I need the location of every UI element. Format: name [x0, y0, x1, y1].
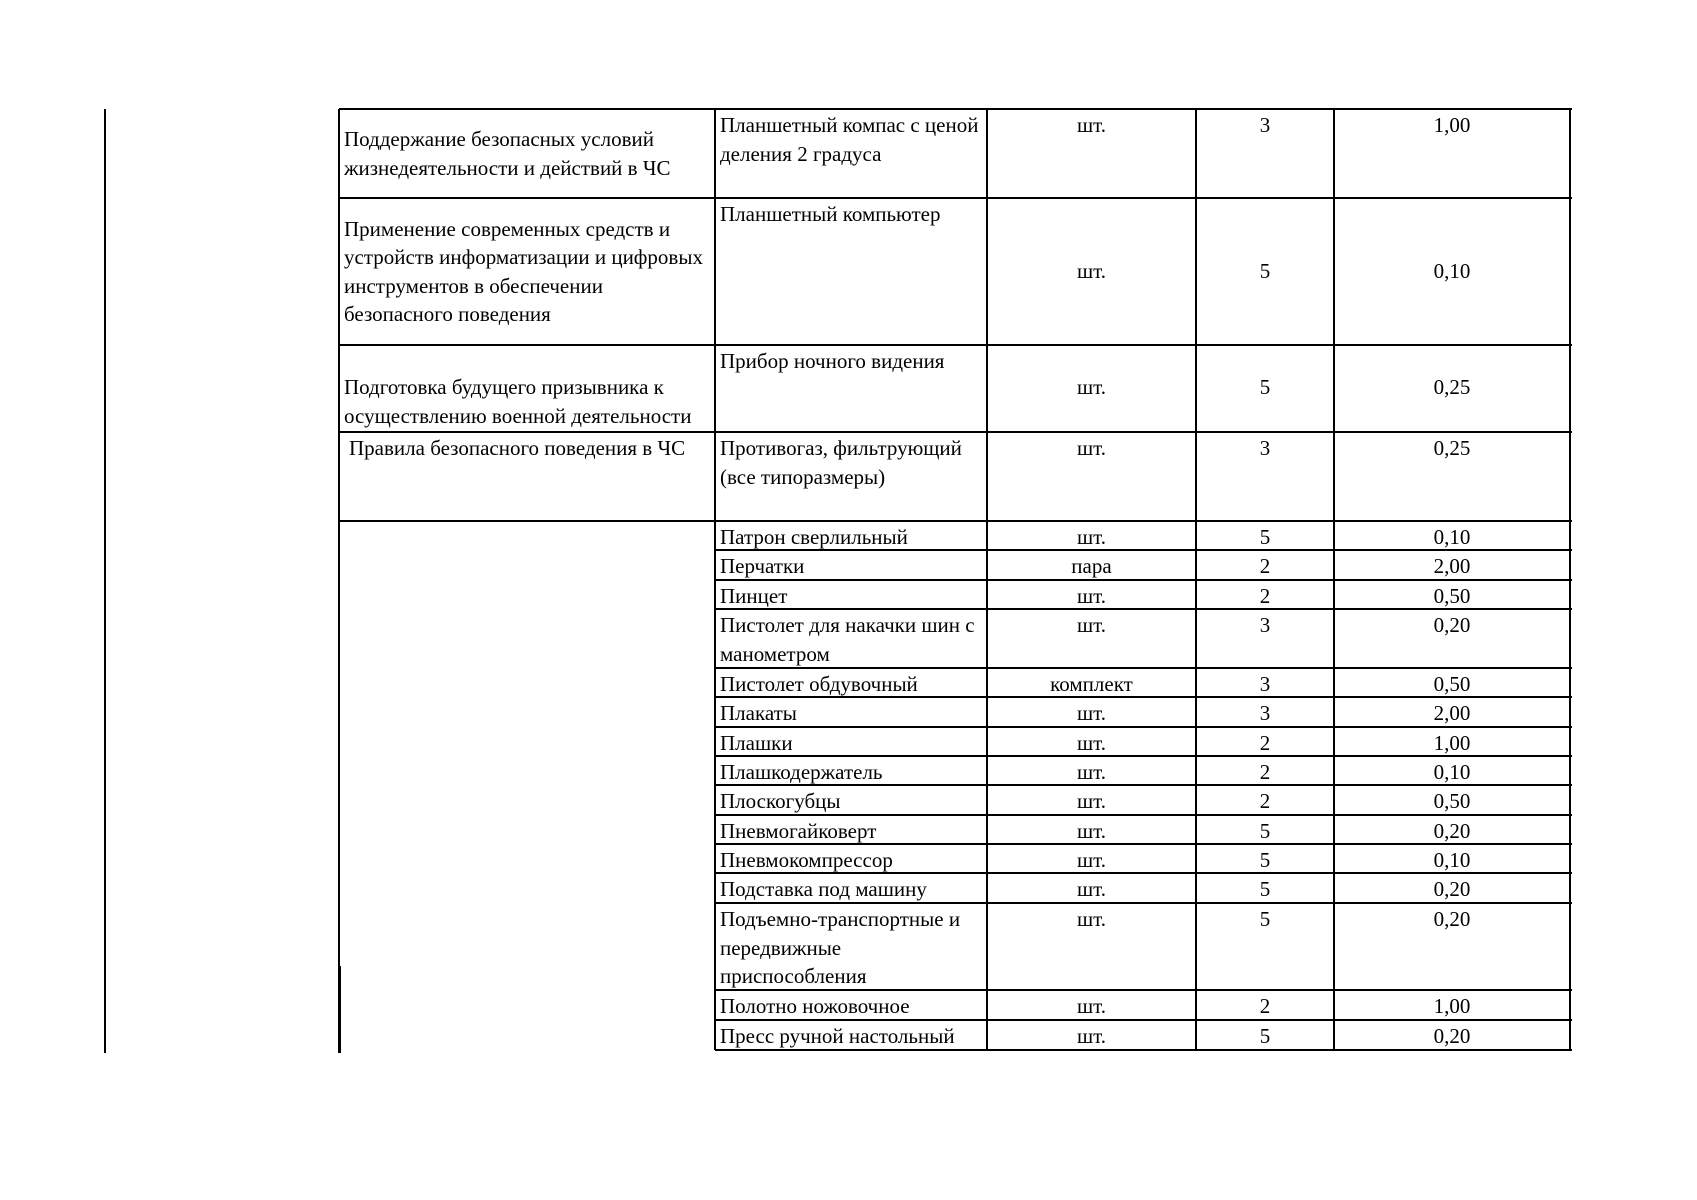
quantity-cell-text: 5 — [1259, 375, 1271, 399]
quantity-cell-text: 5 — [1259, 1024, 1271, 1048]
unit-cell — [987, 109, 1196, 198]
table-rule-v — [1569, 345, 1571, 432]
item-name-cell-text: Пневмогайковерт — [720, 819, 877, 843]
coefficient-cell-text: 0,25 — [1433, 375, 1471, 399]
table-rule-h — [339, 431, 717, 433]
coefficient-cell — [1334, 844, 1570, 873]
item-name-cell-text: Противогаз, фильтрующий (все типоразмеры) — [720, 436, 962, 489]
unit-cell-text: шт. — [1076, 819, 1107, 843]
table-rule-h — [715, 989, 1572, 991]
item-name-cell — [715, 609, 987, 668]
item-name-cell-text: Подставка под машину — [720, 877, 927, 901]
table-rule-v — [1569, 873, 1571, 903]
table-rule-v — [1569, 198, 1571, 345]
table-rule-h — [715, 755, 1572, 757]
quantity-cell-text: 3 — [1259, 613, 1271, 637]
table-rule-v — [1333, 727, 1335, 756]
table-rule-v — [1569, 432, 1571, 521]
table-rule-v — [986, 1020, 988, 1050]
table-rule-h — [715, 431, 1572, 433]
item-name-cell-text: Пистолет обдувочный — [720, 672, 918, 696]
coefficient-cell — [1334, 756, 1570, 785]
unit-cell-text: шт. — [1076, 789, 1107, 813]
unit-cell-text: шт. — [1076, 436, 1107, 460]
table-rule-v — [1569, 609, 1571, 668]
item-name-cell-text: Пистолет для накачки шин с манометром — [720, 613, 975, 666]
table-rule-v — [986, 756, 988, 785]
unit-cell-text: шт. — [1076, 907, 1107, 931]
coefficient-cell-text: 0,10 — [1433, 259, 1471, 284]
unit-cell-text: шт. — [1076, 259, 1107, 284]
item-name-cell — [715, 521, 987, 550]
section-name-text: Применение современных средств и устройств информатизации и цифровых инструментов в обеспечении безопасного поведения — [344, 216, 703, 326]
table-rule-h — [715, 344, 1572, 346]
table-rule-v — [1569, 521, 1571, 550]
coefficient-cell-text: 0,25 — [1433, 436, 1471, 460]
table-rule-v — [1333, 580, 1335, 609]
item-name-cell — [715, 1020, 987, 1050]
unit-cell — [987, 756, 1196, 785]
table-rule-h — [715, 1049, 1572, 1051]
table-rule-h — [715, 667, 1572, 669]
unit-cell-text: шт. — [1076, 375, 1107, 399]
table-rule-v — [986, 873, 988, 903]
unit-cell-text: комплект — [1050, 672, 1133, 696]
unit-cell — [987, 432, 1196, 521]
coefficient-cell-text: 0,20 — [1433, 907, 1471, 931]
table-rule-v — [1333, 109, 1335, 198]
quantity-cell — [1196, 1020, 1334, 1050]
item-name-cell-text: Плакаты — [720, 701, 797, 725]
table-rule-v — [1569, 727, 1571, 756]
unit-cell — [987, 580, 1196, 609]
item-name-cell — [715, 668, 987, 697]
table-rule-v — [1569, 844, 1571, 873]
table-rule-v — [1333, 990, 1335, 1020]
quantity-cell — [1196, 521, 1334, 550]
table-rule-v — [1195, 521, 1197, 550]
item-name-cell — [715, 198, 987, 345]
coefficient-cell — [1334, 697, 1570, 727]
coefficient-cell — [1334, 109, 1570, 198]
coefficient-cell — [1334, 727, 1570, 756]
coefficient-cell-text: 1,00 — [1433, 731, 1471, 755]
coefficient-cell — [1334, 815, 1570, 844]
item-name-cell — [715, 990, 987, 1020]
item-name-cell-text: Полотно ножовочное — [720, 994, 910, 1018]
coefficient-cell-text: 0,20 — [1433, 877, 1471, 901]
table-rule-v — [1569, 756, 1571, 785]
item-name-cell — [715, 756, 987, 785]
unit-cell — [987, 844, 1196, 873]
quantity-cell-text: 2 — [1259, 731, 1271, 755]
table-rule-v — [1195, 990, 1197, 1020]
quantity-cell-text: 2 — [1259, 994, 1271, 1018]
quantity-cell-text: 2 — [1259, 584, 1271, 608]
table-rule-v — [1569, 990, 1571, 1020]
item-name-cell-text: Пневмокомпрессор — [720, 848, 893, 872]
table-rule-v — [1333, 756, 1335, 785]
unit-cell — [987, 903, 1196, 990]
coefficient-cell — [1334, 609, 1570, 668]
unit-cell — [987, 1020, 1196, 1050]
quantity-cell — [1196, 727, 1334, 756]
table-rule-h — [715, 696, 1572, 698]
unit-cell-text: шт. — [1076, 701, 1107, 725]
table-rule-h — [715, 726, 1572, 728]
unit-cell — [987, 521, 1196, 550]
table-rule-v — [1195, 756, 1197, 785]
item-name-cell — [715, 815, 987, 844]
coefficient-cell — [1334, 903, 1570, 990]
item-name-cell-text: Перчатки — [720, 554, 805, 578]
table-rule-v — [986, 903, 988, 990]
coefficient-cell — [1334, 785, 1570, 815]
coefficient-cell-text: 2,00 — [1433, 554, 1471, 578]
quantity-cell — [1196, 844, 1334, 873]
unit-cell-text: шт. — [1076, 877, 1107, 901]
table-rule-v — [986, 815, 988, 844]
quantity-cell-text: 3 — [1259, 701, 1271, 725]
table-rule-v — [1195, 1020, 1197, 1050]
item-name-cell-text: Пресс ручной настольный — [720, 1024, 955, 1048]
unit-cell-text: шт. — [1076, 760, 1107, 784]
section-name — [339, 109, 715, 198]
section-name-text: Подготовка будущего призывника к осуществлению военной деятельности — [344, 375, 692, 428]
coefficient-cell — [1334, 990, 1570, 1020]
table-rule-v — [1195, 815, 1197, 844]
item-name-cell — [715, 873, 987, 903]
quantity-cell-text: 5 — [1259, 848, 1271, 872]
coefficient-cell — [1334, 345, 1570, 432]
item-name-cell-text: Пинцет — [720, 584, 788, 608]
table-rule-v — [986, 109, 988, 198]
item-name-cell-text: Прибор ночного видения — [720, 349, 945, 373]
table-rule-h — [339, 520, 717, 522]
quantity-cell-text: 5 — [1259, 877, 1271, 901]
table-rule-v — [1569, 1020, 1571, 1050]
table-rule-v — [986, 697, 988, 727]
item-name-cell-text: Плоскогубцы — [720, 789, 841, 813]
unit-cell — [987, 550, 1196, 580]
quantity-cell — [1196, 109, 1334, 198]
table-rule-v — [1333, 668, 1335, 697]
section-name — [339, 432, 715, 521]
coefficient-cell-text: 0,10 — [1433, 848, 1471, 872]
unit-cell-text: шт. — [1076, 584, 1107, 608]
section-name-text: Правила безопасного поведения в ЧС — [349, 436, 686, 460]
coefficient-cell-text: 0,50 — [1433, 584, 1471, 608]
table-rule-v — [338, 521, 340, 1053]
table-rule-v — [1195, 109, 1197, 198]
table-rule-v — [1195, 345, 1197, 432]
table-rule-v — [1569, 697, 1571, 727]
quantity-cell — [1196, 903, 1334, 990]
table-rule-v — [1195, 198, 1197, 345]
table-rule-v — [1195, 609, 1197, 668]
table-rule-v — [986, 345, 988, 432]
table-rule-h — [715, 549, 1572, 551]
coefficient-cell-text: 0,20 — [1433, 1024, 1471, 1048]
table-rule-h — [715, 608, 1572, 610]
table-rule-v — [986, 432, 988, 521]
table-rule-v — [1195, 873, 1197, 903]
table-rule-v — [986, 521, 988, 550]
unit-cell — [987, 727, 1196, 756]
table-rule-v — [1195, 844, 1197, 873]
table-rule-v — [986, 844, 988, 873]
table-rule-h — [715, 197, 1572, 199]
coefficient-cell-text: 2,00 — [1433, 701, 1471, 725]
unit-cell-text: шт. — [1076, 1024, 1107, 1048]
unit-cell — [987, 697, 1196, 727]
table-rule-v — [1195, 580, 1197, 609]
table-rule-v — [1569, 109, 1571, 198]
table-rule-v — [986, 580, 988, 609]
quantity-cell-text: 5 — [1259, 819, 1271, 843]
coefficient-cell — [1334, 873, 1570, 903]
table-rule-h — [715, 579, 1572, 581]
coefficient-cell — [1334, 198, 1570, 345]
table-rule-v — [986, 550, 988, 580]
table-rule-v — [1333, 550, 1335, 580]
table-rule-v — [1333, 903, 1335, 990]
coefficient-cell — [1334, 550, 1570, 580]
coefficient-cell — [1334, 1020, 1570, 1050]
table-rule-v — [1333, 521, 1335, 550]
table-rule-v — [1333, 1020, 1335, 1050]
item-name-cell-text: Планшетный компьютер — [720, 202, 941, 226]
table-rule-v — [1333, 873, 1335, 903]
table-rule-v — [1569, 550, 1571, 580]
unit-cell — [987, 198, 1196, 345]
quantity-cell — [1196, 609, 1334, 668]
item-name-cell — [715, 697, 987, 727]
table-rule-v — [338, 345, 340, 432]
coefficient-cell — [1334, 521, 1570, 550]
coefficient-cell-text: 1,00 — [1433, 994, 1471, 1018]
left-margin-rule — [104, 109, 106, 1053]
table-rule-v — [1569, 903, 1571, 990]
item-name-cell — [715, 844, 987, 873]
table-rule-h — [715, 784, 1572, 786]
coefficient-cell-text: 0,10 — [1433, 760, 1471, 784]
quantity-cell — [1196, 697, 1334, 727]
coefficient-cell-text: 0,50 — [1433, 672, 1471, 696]
coefficient-cell-text: 0,10 — [1433, 525, 1471, 549]
table-rule-v — [1569, 668, 1571, 697]
table-rule-v — [1333, 609, 1335, 668]
unit-cell-text: шт. — [1076, 994, 1107, 1018]
quantity-cell-text: 3 — [1259, 436, 1271, 460]
table-rule-h — [715, 1019, 1572, 1021]
section-name — [339, 345, 715, 432]
table-rule-v — [1195, 550, 1197, 580]
unit-cell-text: шт. — [1076, 613, 1107, 637]
table-rule-h — [715, 108, 1572, 110]
coefficient-cell — [1334, 580, 1570, 609]
table-rule-h — [715, 814, 1572, 816]
unit-cell — [987, 990, 1196, 1020]
section-name — [339, 198, 715, 345]
quantity-cell-text: 2 — [1259, 789, 1271, 813]
unit-cell — [987, 345, 1196, 432]
unit-cell — [987, 785, 1196, 815]
unit-cell-text: шт. — [1076, 848, 1107, 872]
table-rule-h — [339, 344, 717, 346]
section-name-text: Поддержание безопасных условий жизнедеятельности и действий в ЧС — [344, 127, 671, 180]
item-name-cell — [715, 727, 987, 756]
table-rule-v — [1569, 580, 1571, 609]
table-rule-v — [338, 109, 340, 198]
table-rule-v — [1195, 727, 1197, 756]
item-name-cell-text: Подъемно-транспортные и передвижные приспособления — [720, 907, 961, 988]
quantity-cell-text: 5 — [1259, 907, 1271, 931]
quantity-cell — [1196, 668, 1334, 697]
table-rule-v — [986, 609, 988, 668]
table-rule-v — [1195, 697, 1197, 727]
coefficient-cell-text: 1,00 — [1433, 113, 1471, 137]
coefficient-cell-text: 0,20 — [1433, 613, 1471, 637]
quantity-cell-text: 3 — [1259, 113, 1271, 137]
unit-cell — [987, 815, 1196, 844]
item-name-cell — [715, 785, 987, 815]
quantity-cell — [1196, 990, 1334, 1020]
table-rule-v — [338, 432, 340, 521]
item-name-cell-text: Патрон сверлильный — [720, 525, 908, 549]
table-rule-v — [1195, 668, 1197, 697]
table-rule-v — [986, 727, 988, 756]
unit-cell — [987, 873, 1196, 903]
unit-cell-text: шт. — [1076, 731, 1107, 755]
table-rule-v — [1333, 432, 1335, 521]
table-rule-v — [986, 668, 988, 697]
quantity-cell — [1196, 756, 1334, 785]
table-rule-h — [715, 902, 1572, 904]
unit-cell-text: шт. — [1076, 525, 1107, 549]
table-rule-v — [1569, 785, 1571, 815]
quantity-cell-text: 5 — [1259, 259, 1271, 284]
quantity-cell-text: 3 — [1259, 672, 1271, 696]
table-rule-v — [1195, 785, 1197, 815]
quantity-cell-text: 2 — [1259, 554, 1271, 578]
item-name-cell-text: Планшетный компас с ценой деления 2 градуса — [720, 113, 979, 166]
coefficient-cell-text: 0,50 — [1433, 789, 1471, 813]
table-rule-v — [986, 990, 988, 1020]
quantity-cell-text: 2 — [1259, 760, 1271, 784]
table-rule-v — [1333, 198, 1335, 345]
table-rule-v — [986, 198, 988, 345]
coefficient-cell-text: 0,20 — [1433, 819, 1471, 843]
table-rule-h — [339, 108, 717, 110]
table-rule-h — [715, 843, 1572, 845]
table-rule-h — [715, 872, 1572, 874]
item-name-cell-text: Плашки — [720, 731, 793, 755]
quantity-cell — [1196, 550, 1334, 580]
table-rule-v — [338, 198, 340, 345]
quantity-cell — [1196, 198, 1334, 345]
item-name-cell — [715, 550, 987, 580]
table-rule-v — [1333, 785, 1335, 815]
item-name-cell — [715, 580, 987, 609]
quantity-cell — [1196, 815, 1334, 844]
quantity-cell-text: 5 — [1259, 525, 1271, 549]
table-rule-v — [1333, 815, 1335, 844]
unit-cell-text: шт. — [1076, 113, 1107, 137]
quantity-cell — [1196, 580, 1334, 609]
coefficient-cell — [1334, 432, 1570, 521]
table-rule-v — [1195, 903, 1197, 990]
table-rule-v — [1195, 432, 1197, 521]
table-rule-v — [1333, 697, 1335, 727]
unit-cell — [987, 668, 1196, 697]
quantity-cell — [1196, 432, 1334, 521]
item-name-cell-text: Плашкодержатель — [720, 760, 883, 784]
unit-cell — [987, 609, 1196, 668]
table-rule-v — [1333, 345, 1335, 432]
table-rule-h — [715, 520, 1572, 522]
item-name-cell — [715, 109, 987, 198]
item-name-cell — [715, 903, 987, 990]
quantity-cell — [1196, 345, 1334, 432]
table-rule-v — [1569, 815, 1571, 844]
table-rule-h — [339, 197, 717, 199]
unit-cell-text: пара — [1071, 554, 1112, 578]
table-rule-v — [1333, 844, 1335, 873]
item-name-cell — [715, 345, 987, 432]
quantity-cell — [1196, 873, 1334, 903]
quantity-cell — [1196, 785, 1334, 815]
item-name-cell — [715, 432, 987, 521]
table-rule-v — [986, 785, 988, 815]
coefficient-cell — [1334, 668, 1570, 697]
